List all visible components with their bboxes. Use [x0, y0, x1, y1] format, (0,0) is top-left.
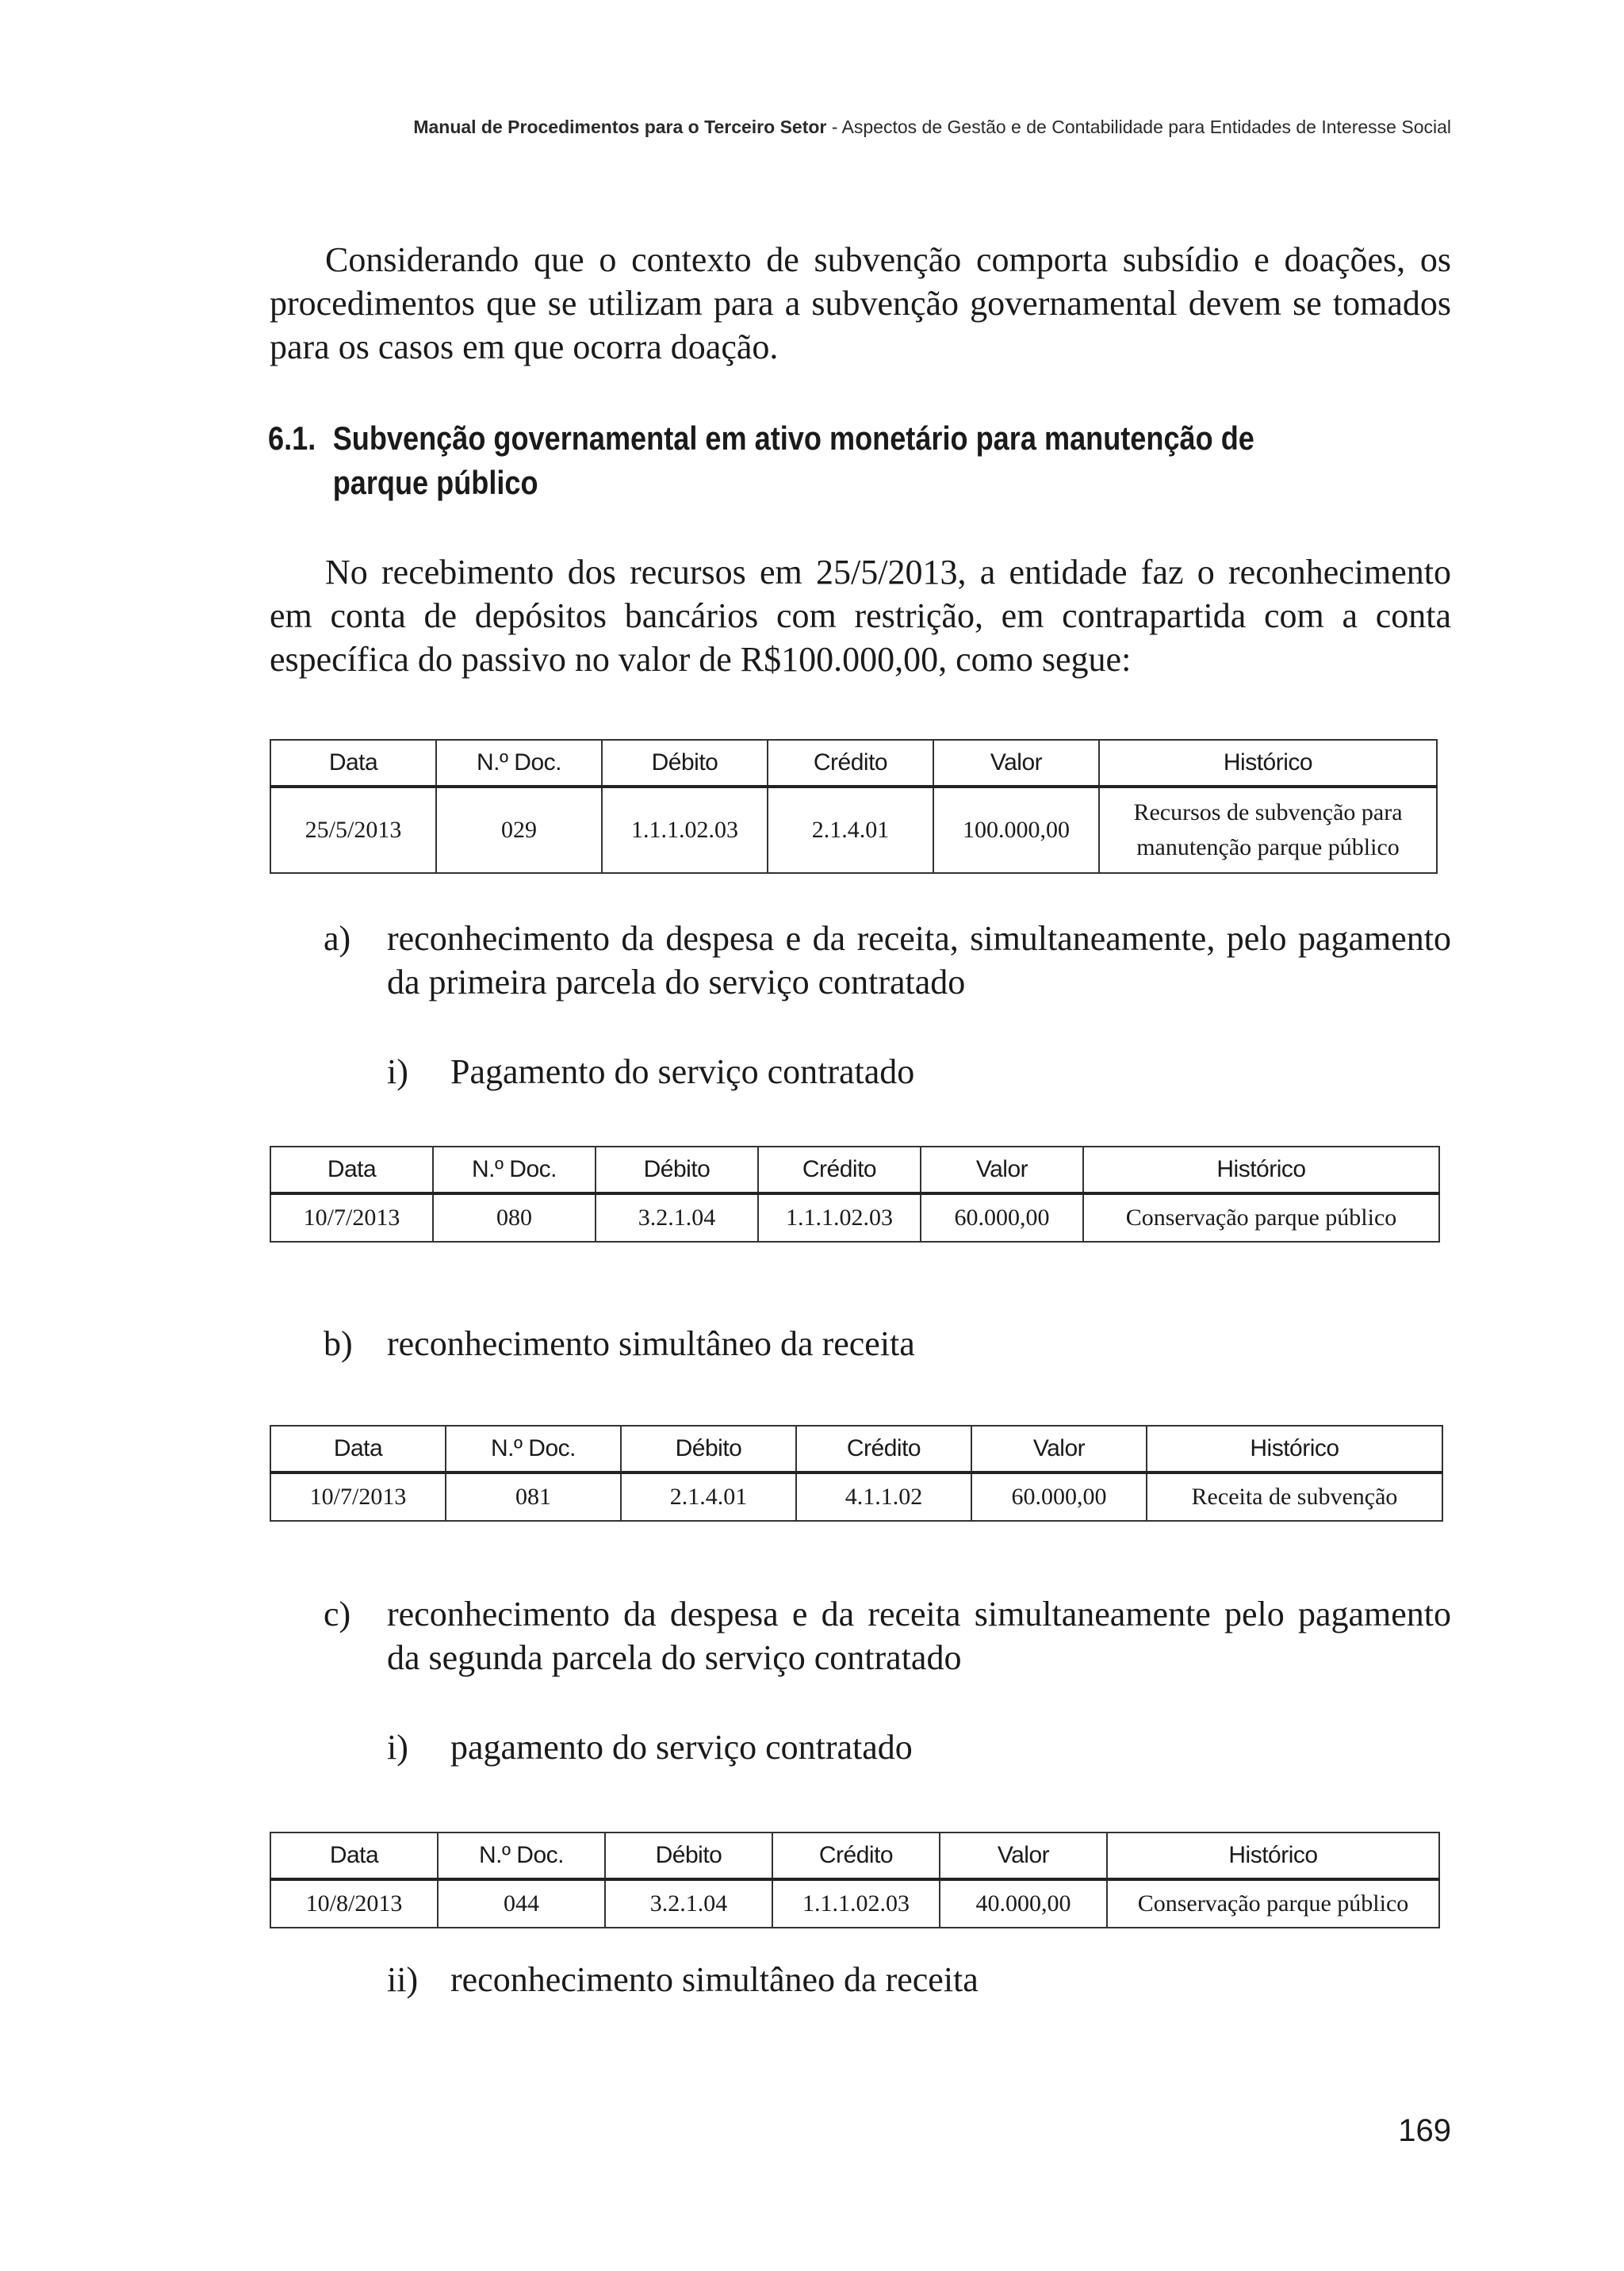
journal-table-1	[270, 739, 1438, 874]
col-header-debito: Débito	[605, 1833, 772, 1879]
table-row	[270, 1473, 1442, 1521]
section-paragraph: No recebimento dos recursos em 25/5/2013, a entidade faz o reconhecimento em conta de depósitos bancários com restrição, em contrapartida com a conta específica do passivo no valor de R$100.000,00, como segue:	[270, 553, 1451, 679]
col-header-doc: N.º Doc.	[433, 1147, 596, 1193]
cell-historico: Conservação parque público	[1107, 1879, 1439, 1928]
cell-valor: 40.000,00	[940, 1879, 1107, 1928]
cell-historico: Conservação parque público	[1083, 1193, 1439, 1242]
section-number: 6.1.	[268, 419, 316, 457]
cell-data: 10/8/2013	[270, 1879, 438, 1928]
sub-marker: i)	[387, 1052, 408, 1091]
col-header-historico: Histórico	[1099, 740, 1437, 787]
table-row	[270, 1193, 1439, 1242]
col-header-valor: Valor	[933, 740, 1099, 787]
col-header-valor: Valor	[921, 1147, 1083, 1193]
col-header-data: Data	[270, 1147, 433, 1193]
cell-data: 10/7/2013	[270, 1193, 433, 1242]
list-text: reconhecimento da despesa e da receita simultaneamente pelo pagamento da segunda parcela do serviço contratado	[387, 1595, 1451, 1677]
cell-data: 10/7/2013	[270, 1473, 446, 1521]
col-header-data: Data	[270, 740, 436, 787]
col-header-doc: N.º Doc.	[436, 740, 602, 787]
cell-data: 25/5/2013	[270, 787, 436, 873]
journal-table-2	[270, 1146, 1440, 1243]
col-header-data: Data	[270, 1426, 446, 1473]
col-header-credito: Crédito	[768, 740, 933, 787]
sub-text: reconhecimento simultâneo da receita	[450, 1960, 979, 1999]
cell-debito: 1.1.1.02.03	[602, 787, 768, 873]
list-item-c	[270, 1592, 1451, 1679]
sub-item-a-i	[270, 1050, 1451, 1093]
col-header-valor: Valor	[971, 1426, 1147, 1473]
col-header-credito: Crédito	[796, 1426, 971, 1473]
journal-table-4	[270, 1832, 1440, 1928]
col-header-debito: Débito	[621, 1426, 796, 1473]
cell-debito: 3.2.1.04	[605, 1879, 772, 1928]
table-header-row	[270, 1147, 1439, 1193]
cell-historico: Receita de subvenção	[1147, 1473, 1442, 1521]
list-text: reconhecimento simultâneo da receita	[387, 1324, 915, 1363]
cell-doc: 044	[438, 1879, 605, 1928]
running-header-title: Manual de Procedimentos para o Terceiro Setor	[413, 117, 827, 137]
section-title-line1: Subvenção governamental em ativo monetário para manutenção de	[332, 419, 1254, 457]
running-header-subtitle: - Aspectos de Gestão e de Contabilidade para Entidades de Interesse Social	[826, 117, 1451, 137]
col-header-historico: Histórico	[1107, 1833, 1439, 1879]
page-number: 169	[1398, 2113, 1451, 2148]
cell-doc: 080	[433, 1193, 596, 1242]
list-item-a	[270, 917, 1451, 1004]
cell-valor: 60.000,00	[971, 1473, 1147, 1521]
table-header-row	[270, 1833, 1439, 1879]
cell-doc: 029	[436, 787, 602, 873]
col-header-doc: N.º Doc.	[438, 1833, 605, 1879]
col-header-debito: Débito	[596, 1147, 758, 1193]
intro-paragraph: Considerando que o contexto de subvenção comporta subsídio e doações, os procedimentos que se utilizam para a subvenção governamental devem se tomados para os casos em que ocorra doação.	[270, 240, 1451, 366]
sub-marker: i)	[387, 1728, 408, 1767]
sub-marker: ii)	[387, 1960, 419, 1999]
col-header-valor: Valor	[940, 1833, 1107, 1879]
running-header	[413, 117, 1451, 138]
col-header-historico: Histórico	[1147, 1426, 1442, 1473]
table-header-row	[270, 740, 1437, 787]
cell-debito: 2.1.4.01	[621, 1473, 796, 1521]
cell-debito: 3.2.1.04	[596, 1193, 758, 1242]
col-header-data: Data	[270, 1833, 438, 1879]
table-row	[270, 787, 1437, 873]
cell-credito: 4.1.1.02	[796, 1473, 971, 1521]
section-heading	[268, 416, 1291, 505]
cell-credito: 1.1.1.02.03	[772, 1879, 940, 1928]
list-marker: a)	[324, 919, 351, 958]
table-row	[270, 1879, 1439, 1928]
sub-text: pagamento do serviço contratado	[450, 1728, 913, 1767]
sub-item-c-ii	[270, 1958, 1451, 2001]
cell-historico	[1099, 787, 1437, 873]
col-header-credito: Crédito	[758, 1147, 921, 1193]
col-header-debito: Débito	[602, 740, 768, 787]
list-marker: c)	[324, 1595, 351, 1633]
list-text: reconhecimento da despesa e da receita, simultaneamente, pelo pagamento da primeira parcela do serviço contratado	[387, 919, 1451, 1001]
col-header-historico: Histórico	[1083, 1147, 1439, 1193]
cell-doc: 081	[446, 1473, 621, 1521]
table-header-row	[270, 1426, 1442, 1473]
list-marker: b)	[324, 1324, 353, 1363]
journal-table-3	[270, 1425, 1443, 1522]
sub-item-c-i	[270, 1725, 1451, 1769]
col-header-credito: Crédito	[772, 1833, 940, 1879]
section-title-line2: parque público	[332, 464, 538, 501]
cell-credito: 1.1.1.02.03	[758, 1193, 921, 1242]
cell-credito: 2.1.4.01	[768, 787, 933, 873]
col-header-doc: N.º Doc.	[446, 1426, 621, 1473]
sub-text: Pagamento do serviço contratado	[450, 1052, 915, 1091]
cell-valor: 60.000,00	[921, 1193, 1083, 1242]
historico-line2: manutenção parque público	[1136, 834, 1400, 860]
list-item-b	[270, 1322, 1451, 1365]
historico-line1: Recursos de subvenção para	[1133, 799, 1403, 825]
cell-valor: 100.000,00	[933, 787, 1099, 873]
